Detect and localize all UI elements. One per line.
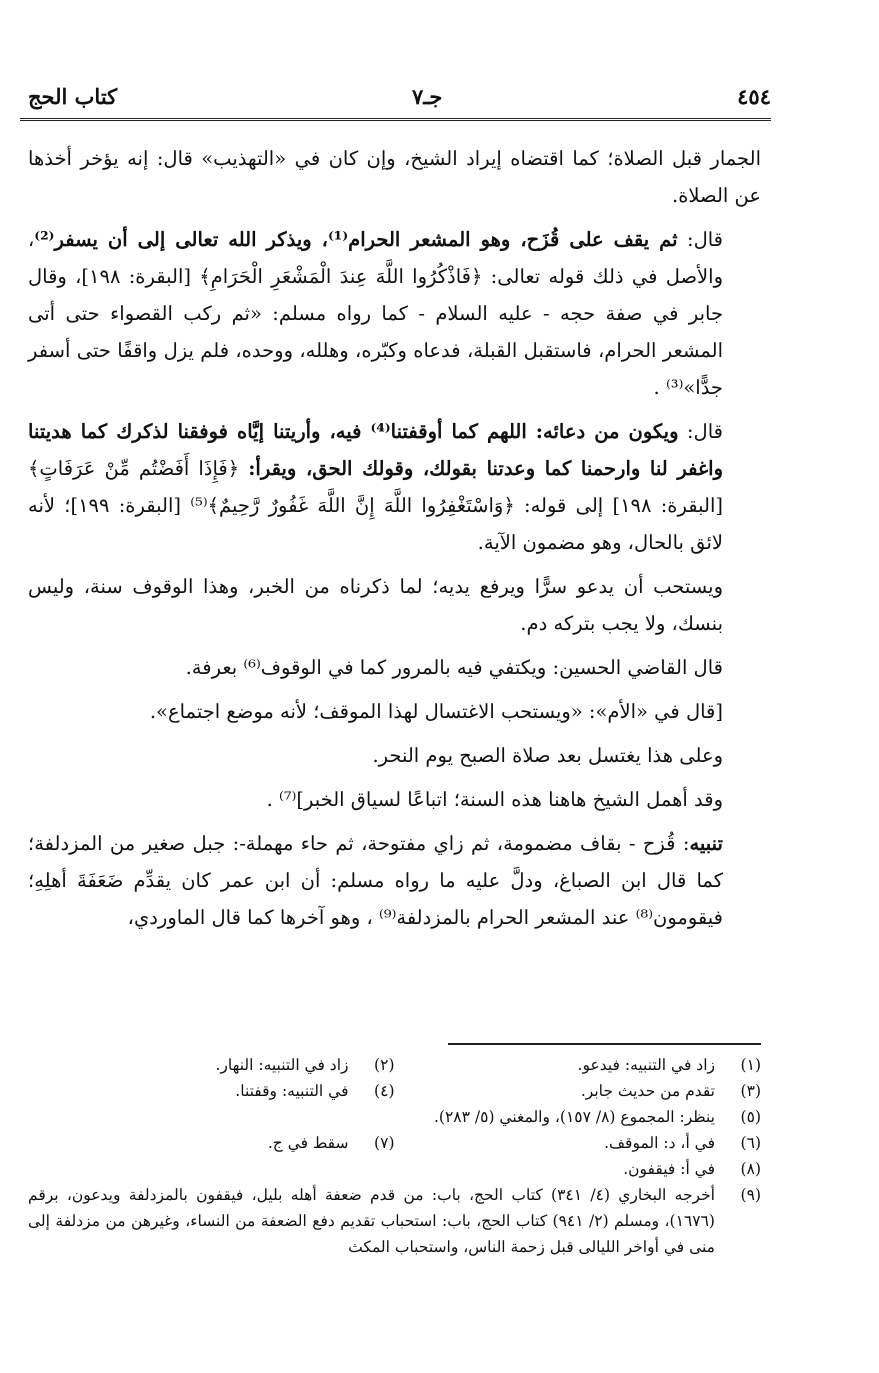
text-run: ، والأصل في ذلك قوله تعالى: ﴿فَاذْكُرُوا اللَّهَ عِندَ الْمَشْعَرِ الْحَرَامِ﴾ [البقرة: ١٩٨]، وقال جابر في صفة حجه - عليه السلام - كما رواه مسلم: «ثم ركب القصواء حتى أتى المشعر الحرام، فاستقبل القبلة، فدعاه وكبّره، وهلله، ووحده، فلم يزل واقفًا حتى أسفر جدًّا»⁽³⁾ . (28, 228, 723, 399)
bold-text: تنبيه (689, 832, 723, 855)
paragraph (28, 825, 761, 936)
book-title: كتاب الحج (28, 83, 118, 109)
paragraph: الجمار قبل الصلاة؛ كما اقتضاه إيراد الشيخ، وإن كان في «التهذيب» قال: إنه يؤخر أخذها عن الصلاة. (28, 147, 761, 207)
volume-label: جـ٧ (411, 83, 443, 109)
footnote (395, 1078, 762, 1104)
footnote (28, 1078, 395, 1104)
paragraph: وقد أهمل الشيخ هاهنا هذه السنة؛ اتباعًا لسياق الخبر]⁽⁷⁾ . (266, 788, 723, 811)
footnote-number: (٦) (740, 1134, 761, 1152)
running-header (28, 76, 771, 116)
footnote-text: أخرجه البخاري (٤/ ٣٤١) كتاب الحج، باب: من قدم ضعفة أهله بليل، فيقفون بالمزدلفة ويدعون، برقم (١٦٧٦)، ومسلم (٢/ ٩٤١) كتاب الحج، باب: استحباب تقديم دفع الضعفة من النساء، وغيرهن من مزدلفة إلى منى في أواخر الليالى قبل زحمة الناس، واستحباب المكث (28, 1186, 715, 1256)
footnote (28, 1130, 395, 1156)
footnote-number: (١) (740, 1056, 761, 1074)
text-run: قال: (678, 420, 723, 443)
footnotes (28, 1052, 761, 1260)
page-number: ٤٥٤ (737, 83, 771, 109)
paragraph (28, 413, 761, 561)
footnote (395, 1052, 762, 1078)
paragraph: [قال في «الأم»: «ويستحب الاغتسال لهذا الموقف؛ لأنه موضع اجتماع». (149, 700, 723, 723)
footnote-number: (٣) (740, 1082, 761, 1100)
footnote-number: (٤) (374, 1082, 395, 1100)
footnote-number: (٧) (374, 1134, 395, 1152)
footnote-text: زاد في التنبيه: النهار. (215, 1056, 349, 1074)
paragraph: وعلى هذا يغتسل بعد صلاة الصبح يوم النحر. (372, 744, 723, 767)
footnote-number: (٥) (740, 1108, 761, 1126)
footnote-number: (٨) (740, 1160, 761, 1178)
footnote (395, 1130, 762, 1156)
footnote (28, 1104, 761, 1130)
bold-text: ثم يقف على قُزَح، وهو المشعر الحرام⁽¹⁾، ويذكر الله تعالى إلى أن يسفر⁽²⁾ (34, 228, 678, 251)
footnote (28, 1156, 761, 1182)
main-text (28, 140, 761, 943)
bold-text: ويكون من دعائه: اللهم كما أوقفتنا⁽⁴⁾ فيه، وأريتنا إيَّاه فوفقنا لذكرك كما هديتنا واغفر لنا وارحمنا كما وعدتنا بقولك، وقولك الحق، ويقرأ: (28, 420, 723, 480)
footnote-number: (٢) (374, 1056, 395, 1074)
footnote-text: زاد في التنبيه: فيدعو. (577, 1056, 715, 1074)
footnote (28, 1182, 761, 1260)
footnote (28, 1052, 395, 1078)
footnote-text: سقط في ج. (267, 1134, 349, 1152)
footnote-text: في أ: فيقفون. (623, 1160, 715, 1178)
footnote-text: تقدم من حديث جابر. (580, 1082, 715, 1100)
text-run: ﴿فَإِذَا أَفَضْتُم مِّنْ عَرَفَاتٍ﴾ [البقرة: ١٩٨] إلى قوله: ﴿وَاسْتَغْفِرُوا اللَّهَ إِنَّ اللَّهَ غَفُورٌ رَّحِيمٌ﴾⁽⁵⁾ [البقرة: ١٩٩]؛ لأنه لائق بالحال، وهو مضمون الآية. (28, 457, 723, 554)
footnote-text: في التنبيه: وقفتنا. (235, 1082, 349, 1100)
footnote-rule (448, 1043, 761, 1045)
footnote-text: ينظر: المجموع (٨/ ١٥٧)، والمغني (٥/ ٢٨٣). (433, 1108, 715, 1126)
paragraph (28, 221, 761, 406)
paragraph: قال القاضي الحسين: ويكتفي فيه بالمرور كما في الوقوف⁽⁶⁾ بعرفة. (185, 656, 723, 679)
footnote-number: (٩) (740, 1186, 761, 1204)
paragraph: ويستحب أن يدعو سرًّا ويرفع يديه؛ لما ذكرناه من الخبر، وهذا الوقوف سنة، وليس بنسك، ولا يجب بتركه دم. (28, 575, 723, 635)
text-run: : قُزح - بقاف مضمومة، ثم زاي مفتوحة، ثم حاء مهملة-: جبل صغير من المزدلفة؛ كما قال ابن الصباغ، ودلَّ عليه ما رواه مسلم: أن ابن عمر كان يقدِّم ضَعَفَةَ أهلِهِ؛ فيقومون⁽⁸⁾ عند المشعر الحرام بالمزدلفة⁽⁹⁾ ، وهو آخرها كما قال الماوردي، (28, 832, 723, 929)
text-run: قال: (677, 228, 723, 251)
footnote-text: في أ، د: الموقف. (604, 1134, 715, 1152)
header-rule (20, 118, 771, 121)
